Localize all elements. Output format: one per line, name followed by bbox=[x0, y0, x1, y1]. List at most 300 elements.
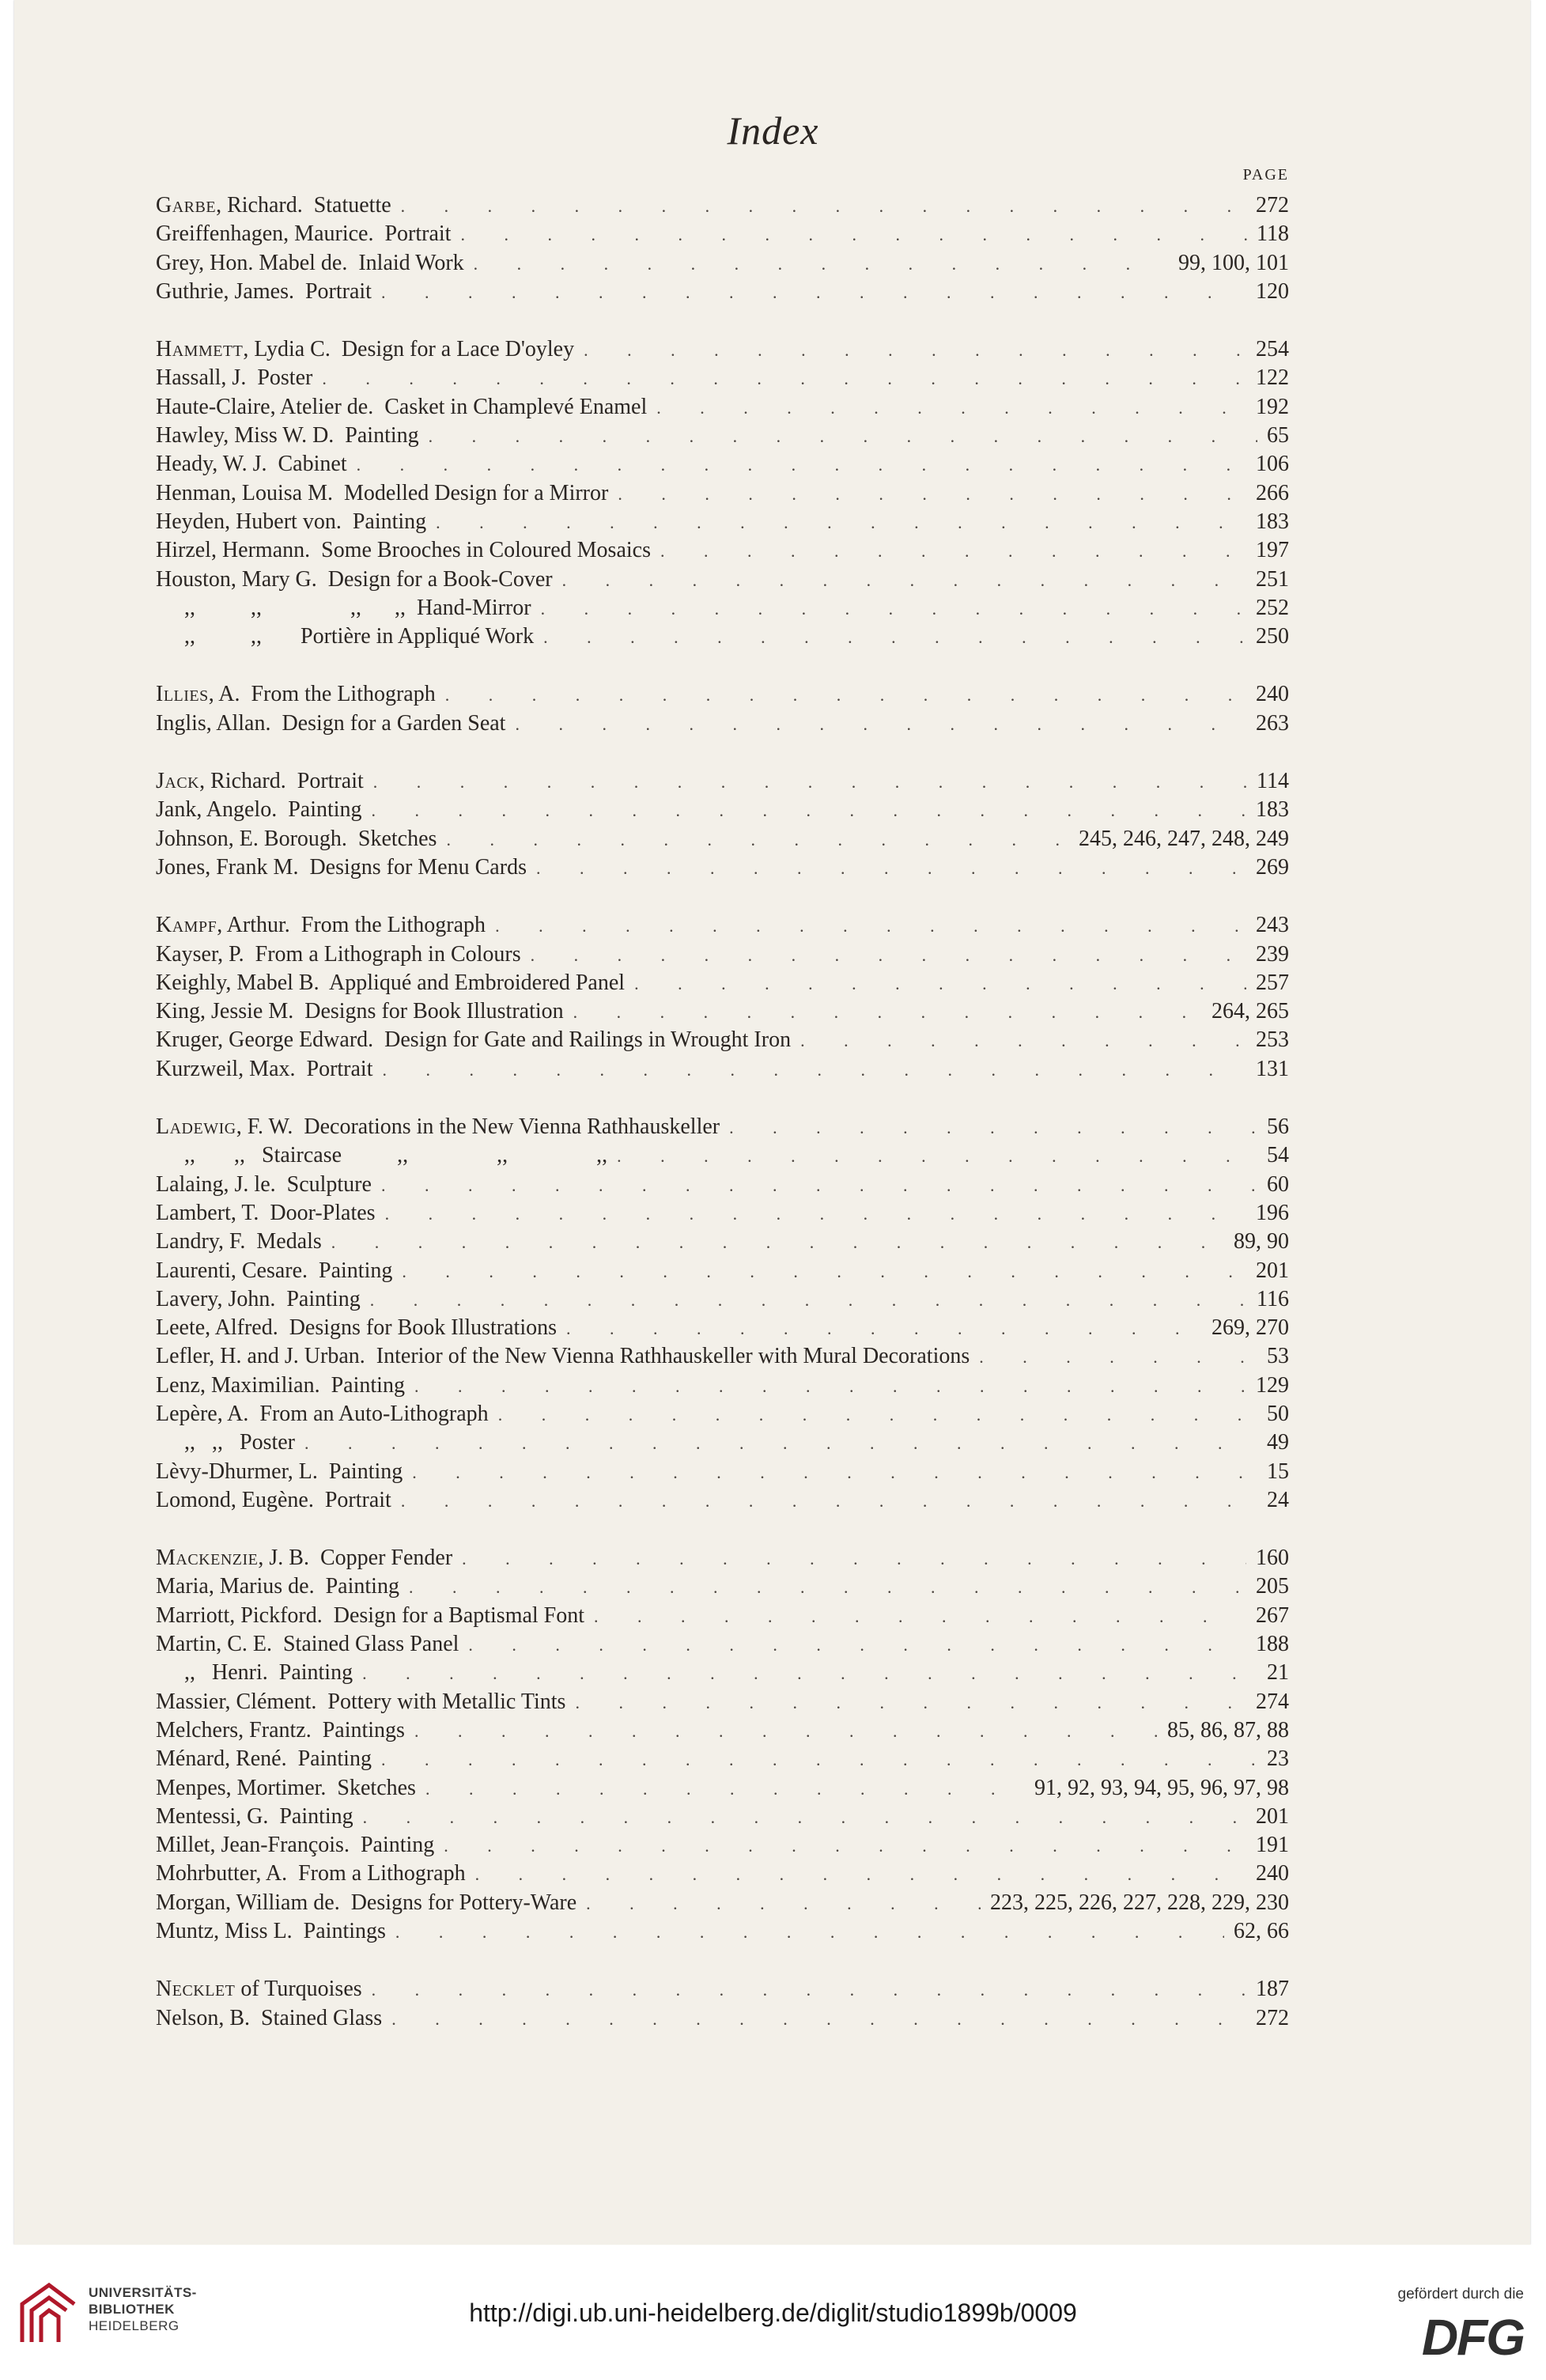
entry-title: Mohrbutter, A. From a Lithograph bbox=[156, 1861, 466, 1886]
entry-page-number: 253 bbox=[1256, 1027, 1289, 1053]
leader-dots bbox=[385, 1200, 1246, 1228]
index-entry bbox=[156, 1774, 1289, 1803]
entry-text bbox=[156, 1171, 372, 1199]
entry-page-number: 263 bbox=[1256, 710, 1289, 736]
leader-dots bbox=[660, 537, 1246, 566]
entry-title: , J. B. Copper Fender bbox=[258, 1546, 453, 1571]
leader-dots bbox=[372, 1976, 1246, 2004]
entry-text bbox=[156, 1688, 565, 1716]
entry-page-number: 21 bbox=[1267, 1660, 1289, 1686]
leader-dots bbox=[562, 566, 1246, 595]
index-entry bbox=[156, 1572, 1289, 1601]
library-name-line-3: HEIDELBERG bbox=[89, 2318, 180, 2333]
index-entry bbox=[156, 1458, 1289, 1486]
entry-text bbox=[156, 422, 419, 450]
entry-text bbox=[156, 1860, 466, 1888]
entry-text bbox=[156, 393, 647, 422]
entry-page-number: 62, 66 bbox=[1234, 1919, 1289, 1944]
entry-page-number: 89, 90 bbox=[1234, 1229, 1289, 1254]
section-gap bbox=[156, 738, 1289, 767]
entry-text bbox=[156, 1199, 376, 1228]
leader-dots bbox=[414, 1372, 1246, 1401]
leader-dots bbox=[586, 1890, 981, 1918]
entry-title: Lepère, A. From an Auto-Lithograph bbox=[156, 1401, 489, 1426]
entry-title: Lavery, John. Painting bbox=[156, 1286, 361, 1311]
index-entry bbox=[156, 1171, 1289, 1199]
entry-text bbox=[156, 1486, 391, 1515]
index-entry bbox=[156, 1602, 1289, 1630]
entry-lead-surname: Hammett bbox=[156, 337, 244, 362]
leader-dots bbox=[444, 1832, 1246, 1860]
entry-title: , Richard. Statuette bbox=[216, 193, 391, 218]
index-entry bbox=[156, 249, 1289, 278]
entry-text bbox=[156, 1428, 295, 1457]
entry-title: Lalaing, J. le. Sculpture bbox=[156, 1171, 372, 1197]
entry-text bbox=[156, 191, 391, 220]
index-entry bbox=[156, 1716, 1289, 1745]
index-list bbox=[156, 191, 1289, 2033]
entry-text bbox=[156, 508, 426, 536]
entry-text bbox=[156, 335, 574, 364]
entry-page-number: 106 bbox=[1256, 452, 1289, 477]
leader-dots bbox=[594, 1602, 1246, 1631]
index-entry bbox=[156, 1228, 1289, 1256]
index-entry bbox=[156, 1113, 1289, 1141]
entry-text bbox=[156, 1400, 489, 1428]
index-entry bbox=[156, 796, 1289, 824]
entry-text bbox=[156, 969, 625, 997]
index-entry bbox=[156, 2004, 1289, 2033]
entry-text bbox=[156, 1342, 970, 1371]
index-entry bbox=[156, 508, 1289, 536]
leader-dots bbox=[429, 422, 1257, 451]
entry-page-number: 23 bbox=[1267, 1746, 1289, 1772]
entry-page-number: 205 bbox=[1256, 1574, 1289, 1599]
entry-title: ,, ,, Staircase ,, ,, ,, bbox=[184, 1143, 608, 1168]
entry-text bbox=[156, 1228, 322, 1256]
leader-dots bbox=[383, 1056, 1247, 1084]
entry-text bbox=[156, 680, 436, 709]
entry-text bbox=[156, 1917, 386, 1946]
section-gap bbox=[156, 651, 1289, 680]
entry-title: Leete, Alfred. Designs for Book Illustrations bbox=[156, 1315, 558, 1341]
entry-page-number: 187 bbox=[1256, 1977, 1289, 2002]
leader-dots bbox=[414, 1717, 1158, 1746]
index-entry bbox=[156, 1688, 1289, 1716]
entry-page-number: 196 bbox=[1256, 1200, 1289, 1225]
leader-dots bbox=[304, 1429, 1257, 1458]
section-gap bbox=[156, 1946, 1289, 1975]
entry-title: Henman, Louisa M. Modelled Design for a Mirror bbox=[156, 480, 609, 505]
leader-dots bbox=[618, 480, 1246, 509]
index-entry bbox=[156, 566, 1289, 594]
entry-page-number: 239 bbox=[1256, 941, 1289, 967]
entry-text bbox=[156, 278, 372, 306]
entry-text bbox=[156, 364, 312, 392]
entry-text bbox=[156, 1716, 405, 1745]
entry-page-number: 266 bbox=[1256, 480, 1289, 505]
section-gap bbox=[156, 1515, 1289, 1544]
leader-dots bbox=[575, 1689, 1246, 1717]
entry-title: Maria, Marius de. Painting bbox=[156, 1574, 399, 1599]
section-gap bbox=[156, 1084, 1289, 1113]
entry-page-number: 192 bbox=[1256, 394, 1289, 419]
leader-dots bbox=[357, 451, 1246, 479]
index-entry bbox=[156, 1400, 1289, 1428]
entry-lead-surname: Garbe bbox=[156, 193, 217, 218]
leader-dots bbox=[322, 365, 1246, 393]
entry-title: Heyden, Hubert von. Painting bbox=[156, 509, 427, 534]
entry-title: Menpes, Mortimer. Sketches bbox=[156, 1775, 416, 1800]
entry-page-number: 114 bbox=[1257, 769, 1289, 794]
entry-page-number: 49 bbox=[1267, 1430, 1289, 1455]
index-entry bbox=[156, 1975, 1289, 2004]
index-entry bbox=[156, 1917, 1289, 1946]
entry-page-number: 24 bbox=[1267, 1487, 1289, 1512]
index-entry bbox=[156, 335, 1289, 364]
entry-page-number: 91, 92, 93, 94, 95, 96, 97, 98 bbox=[1034, 1775, 1289, 1800]
leader-dots bbox=[729, 1114, 1257, 1142]
entry-text bbox=[156, 1774, 416, 1803]
section-gap bbox=[156, 306, 1289, 335]
entry-page-number: 223, 225, 226, 227, 228, 229, 230 bbox=[990, 1890, 1289, 1915]
index-entry bbox=[156, 622, 1289, 651]
entry-lead-surname: Illies bbox=[156, 682, 209, 707]
entry-page-number: 191 bbox=[1256, 1833, 1289, 1858]
leader-dots bbox=[541, 595, 1246, 623]
index-entry bbox=[156, 1630, 1289, 1659]
index-entry bbox=[156, 393, 1289, 422]
entry-title: , Arthur. From the Lithograph bbox=[217, 913, 486, 938]
entry-title: Keighly, Mabel B. Appliqué and Embroidered Panel bbox=[156, 970, 626, 995]
index-entry bbox=[156, 1199, 1289, 1228]
entry-text bbox=[156, 450, 347, 479]
entry-title: Mentessi, G. Painting bbox=[156, 1803, 353, 1829]
entry-page-number: 254 bbox=[1256, 337, 1289, 362]
entry-text bbox=[156, 1889, 576, 1917]
entry-title: Lefler, H. and J. Urban. Interior of the New Vienna Rathhauskeller with Mural Decorations bbox=[156, 1344, 970, 1369]
index-entry bbox=[156, 1314, 1289, 1342]
entry-title: Hawley, Miss W. D. Painting bbox=[156, 423, 419, 448]
funding-note: gefördert durch die bbox=[1397, 2286, 1524, 2302]
leader-dots bbox=[584, 336, 1246, 365]
entry-text bbox=[156, 1975, 362, 2004]
index-entry bbox=[156, 1372, 1289, 1400]
leader-dots bbox=[362, 1659, 1257, 1688]
entry-page-number: 250 bbox=[1256, 624, 1289, 649]
entry-lead-surname: Kampf bbox=[156, 913, 217, 938]
entry-title: ,, ,, ,, ,, Hand-Mirror bbox=[184, 595, 531, 620]
entry-title: Hirzel, Hermann. Some Brooches in Coloured Mosaics bbox=[156, 538, 651, 563]
entry-page-number: 60 bbox=[1267, 1171, 1289, 1197]
entry-lead-surname: Mackenzie bbox=[156, 1546, 259, 1571]
entry-page-number: 122 bbox=[1256, 365, 1289, 391]
index-entry bbox=[156, 1285, 1289, 1314]
entry-page-number: 15 bbox=[1267, 1459, 1289, 1484]
entry-title: Kayser, P. From a Lithograph in Colours bbox=[156, 941, 521, 967]
entry-text bbox=[156, 911, 486, 940]
leader-dots bbox=[436, 509, 1246, 537]
index-entry bbox=[156, 536, 1289, 565]
entry-text bbox=[156, 1745, 372, 1773]
leader-dots bbox=[462, 1545, 1246, 1573]
entry-title: ,, Henri. Painting bbox=[184, 1660, 353, 1686]
entry-text bbox=[156, 1372, 405, 1400]
leader-dots bbox=[446, 826, 1069, 854]
entry-page-number: 257 bbox=[1256, 970, 1289, 995]
entry-text bbox=[156, 536, 651, 565]
entry-page-number: 201 bbox=[1256, 1803, 1289, 1829]
entry-text bbox=[156, 1831, 434, 1860]
entry-title: Grey, Hon. Mabel de. Inlaid Work bbox=[156, 250, 464, 275]
entry-text bbox=[156, 997, 564, 1026]
index-entry bbox=[156, 364, 1289, 392]
entry-text bbox=[156, 1630, 459, 1659]
index-entry bbox=[156, 1026, 1289, 1054]
entry-title: Jones, Frank M. Designs for Menu Cards bbox=[156, 854, 527, 880]
entry-title: Melchers, Frantz. Paintings bbox=[156, 1717, 405, 1742]
leader-dots bbox=[363, 1803, 1246, 1832]
entry-page-number: 50 bbox=[1267, 1401, 1289, 1426]
entry-text bbox=[156, 594, 531, 622]
entry-title: Lomond, Eugène. Portrait bbox=[156, 1487, 391, 1512]
entry-text bbox=[156, 825, 437, 853]
page-column-header: PAGE bbox=[1242, 166, 1289, 184]
library-name-line-1: UNIVERSITÄTS- bbox=[89, 2285, 197, 2300]
entry-title: Landry, F. Medals bbox=[156, 1229, 322, 1254]
entry-page-number: 269, 270 bbox=[1211, 1315, 1289, 1341]
leader-dots bbox=[412, 1459, 1257, 1487]
library-name-line-2: BIBLIOTHEK bbox=[89, 2302, 175, 2317]
entry-text bbox=[156, 1113, 720, 1141]
index-entry bbox=[156, 969, 1289, 997]
index-entry bbox=[156, 997, 1289, 1026]
leader-dots bbox=[409, 1573, 1246, 1602]
leader-dots bbox=[370, 1286, 1247, 1315]
leader-dots bbox=[474, 250, 1169, 278]
index-entry bbox=[156, 1860, 1289, 1888]
section-gap bbox=[156, 882, 1289, 911]
leader-dots bbox=[656, 394, 1246, 422]
entry-text bbox=[156, 479, 608, 508]
leader-dots bbox=[401, 192, 1246, 221]
entry-text bbox=[156, 1572, 399, 1601]
entry-title: Kruger, George Edward. Design for Gate and Railings in Wrought Iron bbox=[156, 1027, 792, 1053]
entry-title: Millet, Jean-François. Painting bbox=[156, 1833, 435, 1858]
leader-dots bbox=[515, 710, 1246, 739]
leader-dots bbox=[979, 1343, 1257, 1372]
index-entry bbox=[156, 191, 1289, 220]
index-entry bbox=[156, 940, 1289, 969]
entry-title: Houston, Mary G. Design for a Book-Cover bbox=[156, 566, 553, 592]
leader-dots bbox=[401, 1487, 1257, 1515]
index-entry bbox=[156, 1428, 1289, 1457]
entry-title: ,, ,, Poster bbox=[184, 1430, 295, 1455]
leader-dots bbox=[543, 623, 1246, 652]
entry-title: Johnson, E. Borough. Sketches bbox=[156, 826, 437, 851]
leader-dots bbox=[498, 1401, 1257, 1429]
index-entry bbox=[156, 450, 1289, 479]
index-entry bbox=[156, 1544, 1289, 1572]
index-entry bbox=[156, 709, 1289, 738]
index-entry bbox=[156, 278, 1289, 306]
entry-page-number: 269 bbox=[1256, 854, 1289, 880]
entry-page-number: 160 bbox=[1256, 1546, 1289, 1571]
entry-title: , F. W. Decorations in the New Vienna Rathhauskeller bbox=[236, 1114, 720, 1140]
entry-text bbox=[156, 1458, 403, 1486]
entry-lead-surname: Necklet bbox=[156, 1977, 236, 2002]
entry-page-number: 56 bbox=[1267, 1114, 1289, 1140]
index-entry bbox=[156, 1257, 1289, 1285]
entry-text bbox=[156, 709, 505, 738]
entry-text bbox=[156, 940, 521, 969]
entry-title: ,, ,, Portière in Appliqué Work bbox=[184, 624, 535, 649]
entry-text bbox=[156, 2004, 382, 2033]
leader-dots bbox=[495, 912, 1246, 940]
entry-title: of Turquoises bbox=[235, 1977, 362, 2002]
leader-dots bbox=[402, 1258, 1246, 1286]
entry-title: Lèvy-Dhurmer, L. Painting bbox=[156, 1459, 403, 1484]
index-entry bbox=[156, 825, 1289, 853]
leader-dots bbox=[395, 1918, 1224, 1947]
leader-dots bbox=[331, 1228, 1224, 1257]
entry-text bbox=[156, 1141, 607, 1170]
index-entry bbox=[156, 1745, 1289, 1773]
leader-dots bbox=[425, 1775, 1025, 1803]
entry-title: Marriott, Pickford. Design for a Baptismal Font bbox=[156, 1602, 585, 1628]
entry-title: Guthrie, James. Portrait bbox=[156, 278, 372, 304]
entry-page-number: 129 bbox=[1256, 1372, 1289, 1398]
entry-text bbox=[156, 1602, 584, 1630]
leader-dots bbox=[475, 1860, 1246, 1889]
entry-text bbox=[156, 622, 534, 651]
leader-dots bbox=[800, 1027, 1246, 1055]
entry-text bbox=[156, 566, 553, 594]
entry-title: Kurzweil, Max. Portrait bbox=[156, 1056, 373, 1081]
entry-title: Lambert, T. Door-Plates bbox=[156, 1200, 376, 1225]
entry-page-number: 252 bbox=[1256, 595, 1289, 620]
entry-title: Hassall, J. Poster bbox=[156, 365, 313, 391]
leader-dots bbox=[445, 681, 1246, 709]
entry-title: Heady, W. J. Cabinet bbox=[156, 452, 347, 477]
leader-dots bbox=[468, 1631, 1246, 1659]
entry-page-number: 85, 86, 87, 88 bbox=[1167, 1717, 1289, 1742]
footer-bar bbox=[0, 2245, 1546, 2380]
entry-text bbox=[156, 1314, 557, 1342]
index-entry bbox=[156, 680, 1289, 709]
entry-page-number: 240 bbox=[1256, 1861, 1289, 1886]
entry-page-number: 240 bbox=[1256, 682, 1289, 707]
entry-page-number: 54 bbox=[1267, 1143, 1289, 1168]
index-entry bbox=[156, 911, 1289, 940]
leader-dots bbox=[617, 1142, 1257, 1171]
index-entry bbox=[156, 422, 1289, 450]
entry-title: Jank, Angelo. Painting bbox=[156, 797, 362, 823]
entry-page-number: 183 bbox=[1256, 509, 1289, 534]
entry-page-number: 120 bbox=[1256, 278, 1289, 304]
entry-page-number: 243 bbox=[1256, 913, 1289, 938]
entry-title: , Richard. Portrait bbox=[199, 769, 364, 794]
entry-text bbox=[156, 1659, 353, 1687]
entry-page-number: 99, 100, 101 bbox=[1178, 250, 1289, 275]
index-entry bbox=[156, 853, 1289, 882]
entry-page-number: 272 bbox=[1256, 193, 1289, 218]
entry-text bbox=[156, 1285, 361, 1314]
leader-dots bbox=[372, 796, 1246, 825]
leader-dots bbox=[373, 768, 1247, 796]
entry-page-number: 272 bbox=[1256, 2005, 1289, 2030]
entry-page-number: 264, 265 bbox=[1211, 999, 1289, 1024]
index-entry bbox=[156, 220, 1289, 248]
dfg-logo: DFG bbox=[1421, 2309, 1524, 2366]
entry-page-number: 131 bbox=[1256, 1056, 1289, 1081]
entry-lead-surname: Jack bbox=[156, 769, 200, 794]
entry-title: King, Jessie M. Designs for Book Illustration bbox=[156, 999, 564, 1024]
entry-page-number: 118 bbox=[1257, 221, 1289, 247]
leader-dots bbox=[634, 970, 1246, 998]
entry-title: , A. From the Lithograph bbox=[208, 682, 436, 707]
entry-page-number: 53 bbox=[1267, 1344, 1289, 1369]
leader-dots bbox=[566, 1315, 1202, 1343]
entry-title: Laurenti, Cesare. Painting bbox=[156, 1258, 393, 1283]
entry-page-number: 201 bbox=[1256, 1258, 1289, 1283]
leader-dots bbox=[531, 941, 1246, 970]
entry-page-number: 197 bbox=[1256, 538, 1289, 563]
entry-page-number: 188 bbox=[1256, 1632, 1289, 1657]
entry-text bbox=[156, 1544, 452, 1572]
index-entry bbox=[156, 1342, 1289, 1371]
entry-text bbox=[156, 1257, 392, 1285]
index-entry bbox=[156, 594, 1289, 622]
entry-title: Haute-Claire, Atelier de. Casket in Champlevé Enamel bbox=[156, 394, 648, 419]
entry-page-number: 183 bbox=[1256, 797, 1289, 823]
index-entry bbox=[156, 1055, 1289, 1084]
entry-text bbox=[156, 853, 527, 882]
entry-page-number: 274 bbox=[1256, 1689, 1289, 1714]
leader-dots bbox=[381, 278, 1246, 307]
entry-title: Muntz, Miss L. Paintings bbox=[156, 1919, 386, 1944]
entry-page-number: 116 bbox=[1257, 1286, 1289, 1311]
entry-title: Greiffenhagen, Maurice. Portrait bbox=[156, 221, 452, 247]
entry-title: Martin, C. E. Stained Glass Panel bbox=[156, 1632, 459, 1657]
index-entry bbox=[156, 1831, 1289, 1860]
entry-lead-surname: Ladewig bbox=[156, 1114, 236, 1140]
index-entry bbox=[156, 1803, 1289, 1831]
leader-dots bbox=[536, 854, 1246, 883]
entry-text bbox=[156, 1055, 373, 1084]
entry-page-number: 251 bbox=[1256, 566, 1289, 592]
index-entry bbox=[156, 767, 1289, 796]
entry-title: Lenz, Maximilian. Painting bbox=[156, 1372, 405, 1398]
document-url-link[interactable]: http://digi.ub.uni-heidelberg.de/diglit/studio1899b/0009 bbox=[469, 2299, 1077, 2327]
entry-page-number: 65 bbox=[1267, 423, 1289, 448]
leader-dots bbox=[381, 1171, 1257, 1200]
entry-text bbox=[156, 1026, 791, 1054]
entry-title: Morgan, William de. Designs for Pottery-Ware bbox=[156, 1890, 577, 1915]
entry-page-number: 245, 246, 247, 248, 249 bbox=[1079, 826, 1289, 851]
index-entry bbox=[156, 479, 1289, 508]
entry-title: , Lydia C. Design for a Lace D'oyley bbox=[243, 337, 575, 362]
entry-title: Nelson, B. Stained Glass bbox=[156, 2005, 383, 2030]
leader-dots bbox=[573, 998, 1202, 1027]
entry-title: Ménard, René. Painting bbox=[156, 1746, 372, 1772]
entry-title: Massier, Clément. Pottery with Metallic Tints bbox=[156, 1689, 566, 1714]
leader-dots bbox=[460, 221, 1247, 249]
leader-dots bbox=[381, 1746, 1257, 1774]
entry-text bbox=[156, 1803, 353, 1831]
entry-text bbox=[156, 767, 364, 796]
index-entry bbox=[156, 1486, 1289, 1515]
